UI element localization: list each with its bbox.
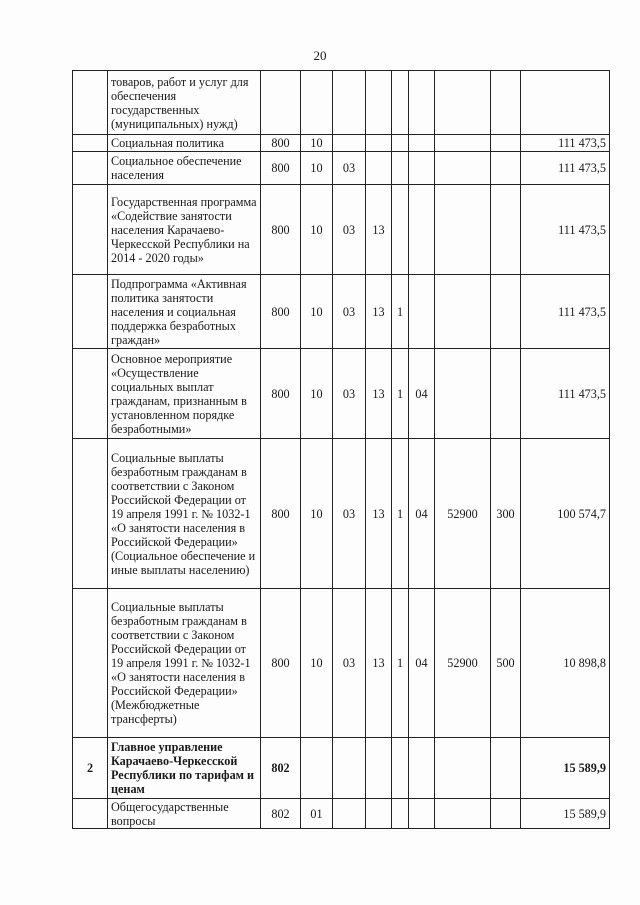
direction-code-cell (435, 738, 491, 799)
table-row (73, 589, 610, 738)
subprogram-code-cell (392, 799, 409, 829)
direction-code-cell: 52900 (435, 439, 491, 589)
direction-code-cell (435, 185, 491, 275)
department-code-cell: 800 (261, 185, 301, 275)
subsection-code-cell (333, 135, 366, 152)
section-code-cell: 01 (301, 799, 333, 829)
subsection-code-cell: 03 (333, 275, 366, 349)
direction-code-cell (435, 275, 491, 349)
department-code-cell: 800 (261, 589, 301, 738)
table-row (73, 275, 610, 349)
program-code-cell (366, 135, 392, 152)
department-code-cell: 800 (261, 152, 301, 185)
amount-cell: 111 473,5 (521, 152, 610, 185)
item-name-cell: Социальные выплаты безработным гражданам в соответствии с Законом Российской Федерации от 19 апреля 1991 г. № 1032-1 «О занятости населения в Российской Федерации» (Социальное обеспечение и иные выплаты населению) (108, 439, 261, 589)
row-number-cell (73, 185, 108, 275)
direction-code-cell (435, 135, 491, 152)
direction-code-cell: 52900 (435, 589, 491, 738)
activity-code-cell (409, 71, 435, 135)
activity-code-cell: 04 (409, 349, 435, 439)
subsection-code-cell: 03 (333, 152, 366, 185)
program-code-cell (366, 799, 392, 829)
direction-code-cell (435, 152, 491, 185)
item-name-cell: товаров, работ и услуг для обеспечения государственных (муниципальных) нужд) (108, 71, 261, 135)
expense-type-cell (491, 738, 521, 799)
table-row (73, 738, 610, 799)
item-name-cell: Основное мероприятие «Осуществление социальных выплат гражданам, признанным в установленном порядке безработными» (108, 349, 261, 439)
section-code-cell: 10 (301, 439, 333, 589)
section-code-cell: 10 (301, 135, 333, 152)
subsection-code-cell (333, 738, 366, 799)
subprogram-code-cell (392, 152, 409, 185)
amount-cell: 111 473,5 (521, 185, 610, 275)
page-number: 20 (313, 48, 327, 63)
expense-type-cell (491, 275, 521, 349)
table-row (73, 439, 610, 589)
program-code-cell: 13 (366, 589, 392, 738)
amount-cell (521, 71, 610, 135)
section-code-cell: 10 (301, 185, 333, 275)
amount-cell: 111 473,5 (521, 275, 610, 349)
expense-type-cell (491, 152, 521, 185)
amount-cell: 111 473,5 (521, 349, 610, 439)
section-code-cell: 10 (301, 275, 333, 349)
department-code-cell: 800 (261, 275, 301, 349)
activity-code-cell: 04 (409, 589, 435, 738)
item-name-cell: Социальная политика (108, 135, 261, 152)
item-name-cell: Социальное обеспечение населения (108, 152, 261, 185)
activity-code-cell (409, 152, 435, 185)
activity-code-cell (409, 135, 435, 152)
subprogram-code-cell (392, 738, 409, 799)
department-code-cell (261, 71, 301, 135)
department-code-cell: 802 (261, 799, 301, 829)
subprogram-code-cell (392, 71, 409, 135)
subsection-code-cell: 03 (333, 589, 366, 738)
section-code-cell (301, 71, 333, 135)
program-code-cell (366, 71, 392, 135)
row-number-cell (73, 152, 108, 185)
expense-type-cell (491, 799, 521, 829)
activity-code-cell: 04 (409, 439, 435, 589)
subprogram-code-cell: 1 (392, 439, 409, 589)
row-number-cell: 2 (73, 738, 108, 799)
department-code-cell: 800 (261, 349, 301, 439)
activity-code-cell (409, 275, 435, 349)
budget-table (72, 70, 610, 829)
item-name-cell: Подпрограмма «Активная политика занятости населения и социальная поддержка безработных граждан» (108, 275, 261, 349)
table-row (73, 152, 610, 185)
row-number-cell (73, 589, 108, 738)
subprogram-code-cell: 1 (392, 589, 409, 738)
program-code-cell (366, 738, 392, 799)
amount-cell: 15 589,9 (521, 799, 610, 829)
row-number-cell (73, 799, 108, 829)
section-code-cell (301, 738, 333, 799)
activity-code-cell (409, 738, 435, 799)
amount-cell: 10 898,8 (521, 589, 610, 738)
table-row (73, 185, 610, 275)
subsection-code-cell (333, 799, 366, 829)
row-number-cell (73, 135, 108, 152)
program-code-cell: 13 (366, 349, 392, 439)
amount-cell: 111 473,5 (521, 135, 610, 152)
program-code-cell: 13 (366, 439, 392, 589)
subsection-code-cell: 03 (333, 185, 366, 275)
subprogram-code-cell: 1 (392, 349, 409, 439)
item-name-cell: Государственная программа «Содействие занятости населения Карачаево-Черкесской Республики на 2014 - 2020 годы» (108, 185, 261, 275)
item-name-cell: Социальные выплаты безработным гражданам в соответствии с Законом Российской Федерации от 19 апреля 1991 г. № 1032-1 «О занятости населения в Российской Федерации» (Межбюджетные трансферты) (108, 589, 261, 738)
program-code-cell: 13 (366, 275, 392, 349)
subprogram-code-cell (392, 185, 409, 275)
budget-table-body (73, 71, 610, 829)
program-code-cell: 13 (366, 185, 392, 275)
table-row (73, 71, 610, 135)
expense-type-cell: 500 (491, 589, 521, 738)
expense-type-cell (491, 135, 521, 152)
expense-type-cell (491, 185, 521, 275)
section-code-cell: 10 (301, 152, 333, 185)
department-code-cell: 802 (261, 738, 301, 799)
subprogram-code-cell: 1 (392, 275, 409, 349)
expense-type-cell (491, 71, 521, 135)
department-code-cell: 800 (261, 439, 301, 589)
row-number-cell (73, 275, 108, 349)
subsection-code-cell: 03 (333, 439, 366, 589)
subsection-code-cell (333, 71, 366, 135)
section-code-cell: 10 (301, 349, 333, 439)
direction-code-cell (435, 349, 491, 439)
table-row (73, 799, 610, 829)
amount-cell: 15 589,9 (521, 738, 610, 799)
amount-cell: 100 574,7 (521, 439, 610, 589)
table-row (73, 135, 610, 152)
department-code-cell: 800 (261, 135, 301, 152)
item-name-cell: Общегосударственные вопросы (108, 799, 261, 829)
row-number-cell (73, 349, 108, 439)
activity-code-cell (409, 185, 435, 275)
row-number-cell (73, 71, 108, 135)
section-code-cell: 10 (301, 589, 333, 738)
subsection-code-cell: 03 (333, 349, 366, 439)
subprogram-code-cell (392, 135, 409, 152)
direction-code-cell (435, 799, 491, 829)
item-name-cell: Главное управление Карачаево-Черкесской Республики по тарифам и ценам (108, 738, 261, 799)
table-row (73, 349, 610, 439)
direction-code-cell (435, 71, 491, 135)
row-number-cell (73, 439, 108, 589)
program-code-cell (366, 152, 392, 185)
expense-type-cell: 300 (491, 439, 521, 589)
activity-code-cell (409, 799, 435, 829)
expense-type-cell (491, 349, 521, 439)
